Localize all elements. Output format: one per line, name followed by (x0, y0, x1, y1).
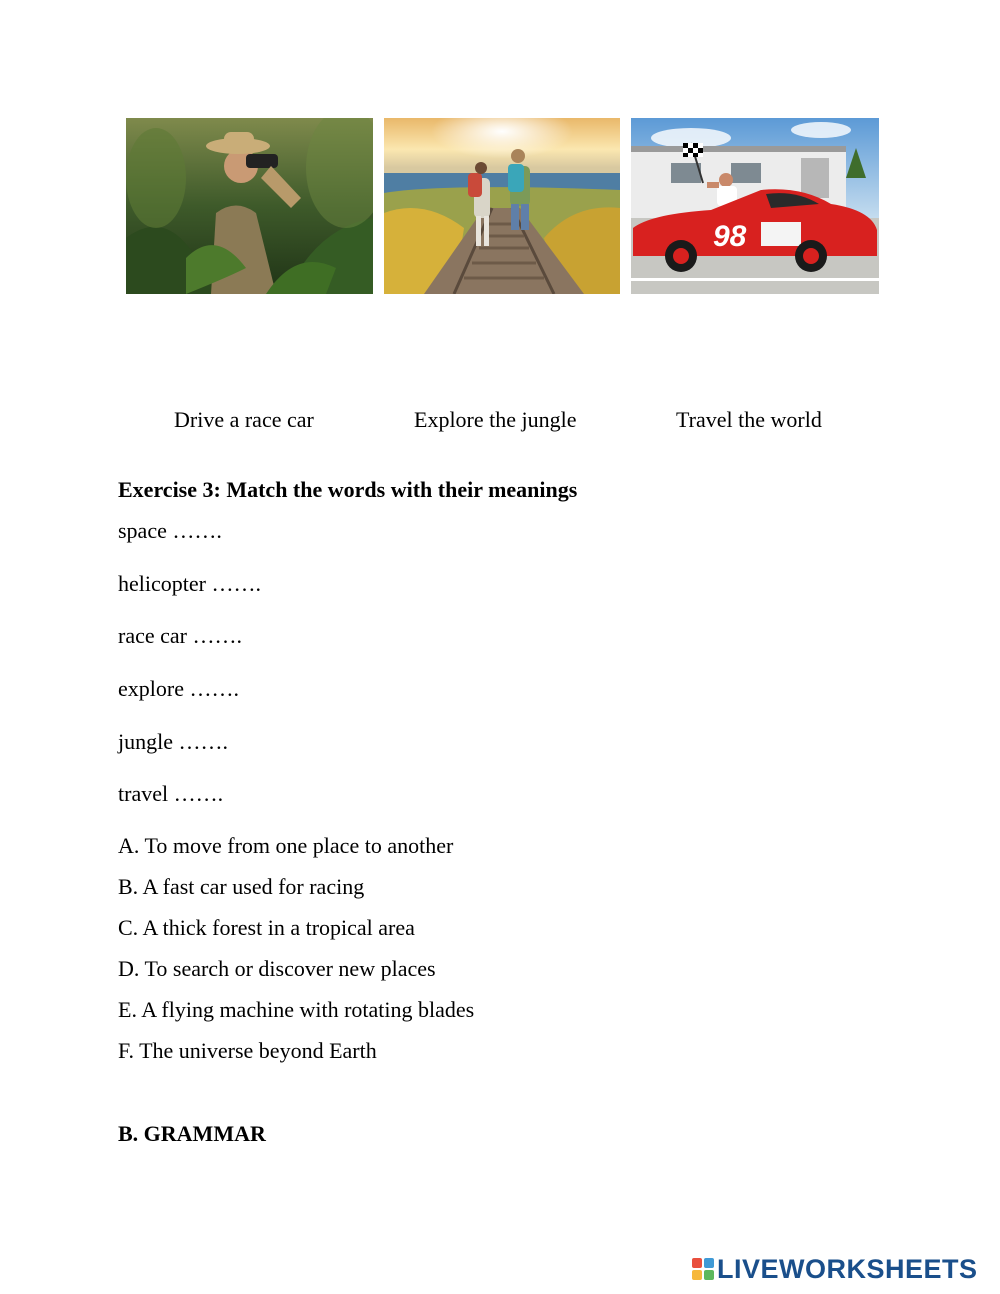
photo-race-car (631, 118, 879, 294)
caption-explore-jungle: Explore the jungle (414, 407, 577, 432)
caption-travel-world: Travel the world (676, 407, 822, 432)
liveworksheets-logo (692, 1255, 978, 1283)
word-item[interactable]: helicopter ……. (118, 571, 261, 596)
logo-square-icon (692, 1270, 702, 1280)
logo-square-icon (704, 1258, 714, 1268)
brand-name: LIVEWORKSHEETS (717, 1254, 978, 1284)
meaning-item: B. A fast car used for racing (118, 874, 365, 899)
meaning-item: A. To move from one place to another (118, 833, 454, 858)
word-item[interactable]: jungle ……. (118, 729, 228, 754)
caption-drive-race-car: Drive a race car (174, 407, 314, 432)
photo-explorer-jungle (126, 118, 373, 294)
brand-icon (692, 1258, 714, 1280)
meaning-item: E. A flying machine with rotating blades (118, 997, 475, 1022)
meaning-item: C. A thick forest in a tropical area (118, 915, 415, 940)
meaning-item: F. The universe beyond Earth (118, 1038, 377, 1063)
svg-text:98: 98 (713, 220, 747, 253)
logo-square-icon (692, 1258, 702, 1268)
word-item[interactable]: race car ……. (118, 623, 242, 648)
exercise-title: Exercise 3: Match the words with their meanings (118, 477, 578, 502)
meaning-item: D. To search or discover new places (118, 956, 436, 981)
section-title-grammar: B. GRAMMAR (118, 1121, 266, 1146)
word-item[interactable]: space ……. (118, 518, 222, 543)
word-item[interactable]: travel ……. (118, 781, 224, 806)
photo-travelers-railway (384, 118, 620, 294)
word-item[interactable]: explore ……. (118, 676, 239, 701)
logo-square-icon (704, 1270, 714, 1280)
